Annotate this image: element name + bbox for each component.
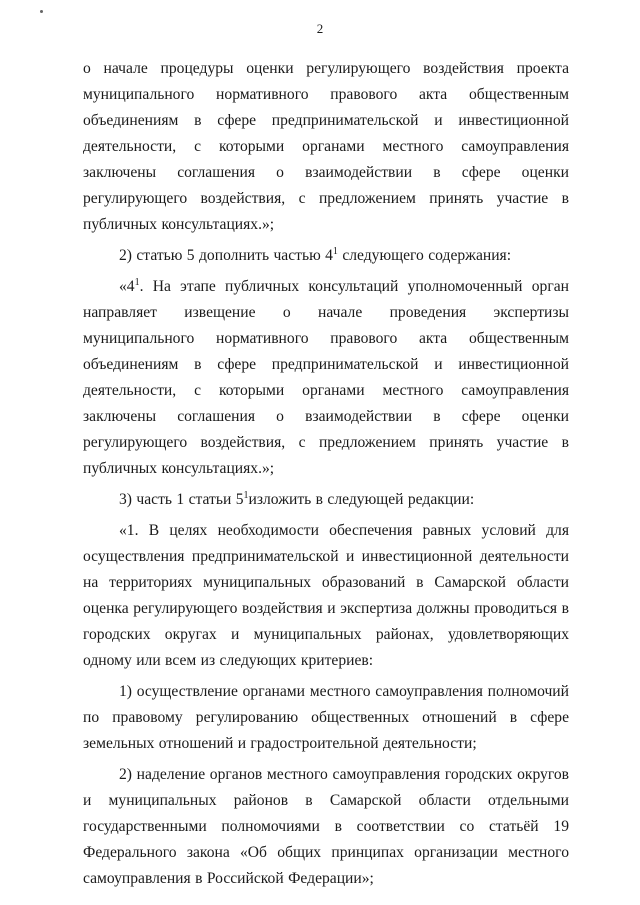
paragraph-item-2 bbox=[83, 243, 569, 269]
paragraph-text: изложить в следующей редакции: bbox=[248, 491, 475, 508]
paragraph-quoted-part-4-1 bbox=[83, 274, 569, 482]
paragraph-criterion-1: 1) осуществление органами местного самоуправления полномочий по правовому регулированию общественных отношений в сфере земельных отношений и градостроительной деятельности; bbox=[83, 683, 569, 752]
page-number: 2 bbox=[316, 21, 324, 36]
paragraph-item-3 bbox=[83, 487, 569, 513]
paragraph-criterion-2: 2) наделение органов местного самоуправления городских округов и муниципальных районов в Самарской области отдельными государственными полномочиями в соответствии со статьёй 19 Федерального закона «Об общих принципах организации местного самоуправления в Российской Федерации»; bbox=[83, 766, 569, 887]
paragraph-text: следующего содержания: bbox=[337, 247, 512, 264]
superscript: 1 bbox=[243, 490, 249, 501]
paragraph-text: 3) часть 1 статьи 5 bbox=[119, 491, 244, 508]
paragraph-text: «4 bbox=[119, 278, 135, 295]
paragraph-text: . На этапе публичных консультаций уполномоченный орган направляет извещение о начале проведения экспертизы муниципального нормативного правового акта общественным объединениям в сфере предпринимательской и инвестиционной деятельности, с которыми органами местного самоуправления заключены соглашения о взаимодействии в сфере оценки регулирующего воздействия, с предложением принять участие в публичных консультациях.»; bbox=[83, 278, 569, 477]
document-body bbox=[83, 56, 569, 897]
superscript: 1 bbox=[134, 277, 140, 288]
paragraph-quoted-part-1: «1. В целях необходимости обеспечения равных условий для осуществления предпринимательской и инвестиционной деятельности на территориях муниципальных образований в Самарской области оценка регулирующего воздействия и экспертиза должны проводиться в городских округах и муниципальных районах, удовлетворяющих одному или всем из следующих критериев: bbox=[83, 522, 569, 669]
superscript: 1 bbox=[332, 246, 338, 257]
paragraph-continuation: о начале процедуры оценки регулирующего воздействия проекта муниципального нормативного правового акта общественным объединениям в сфере предпринимательской и инвестиционной деятельности, с которыми органами местного самоуправления заключены соглашения о взаимодействии в сфере оценки регулирующего воздействия, с предложением принять участие в публичных консультациях.»; bbox=[83, 60, 569, 233]
scan-speck bbox=[40, 10, 43, 13]
paragraph-text: 2) статью 5 дополнить частью 4 bbox=[119, 247, 333, 264]
